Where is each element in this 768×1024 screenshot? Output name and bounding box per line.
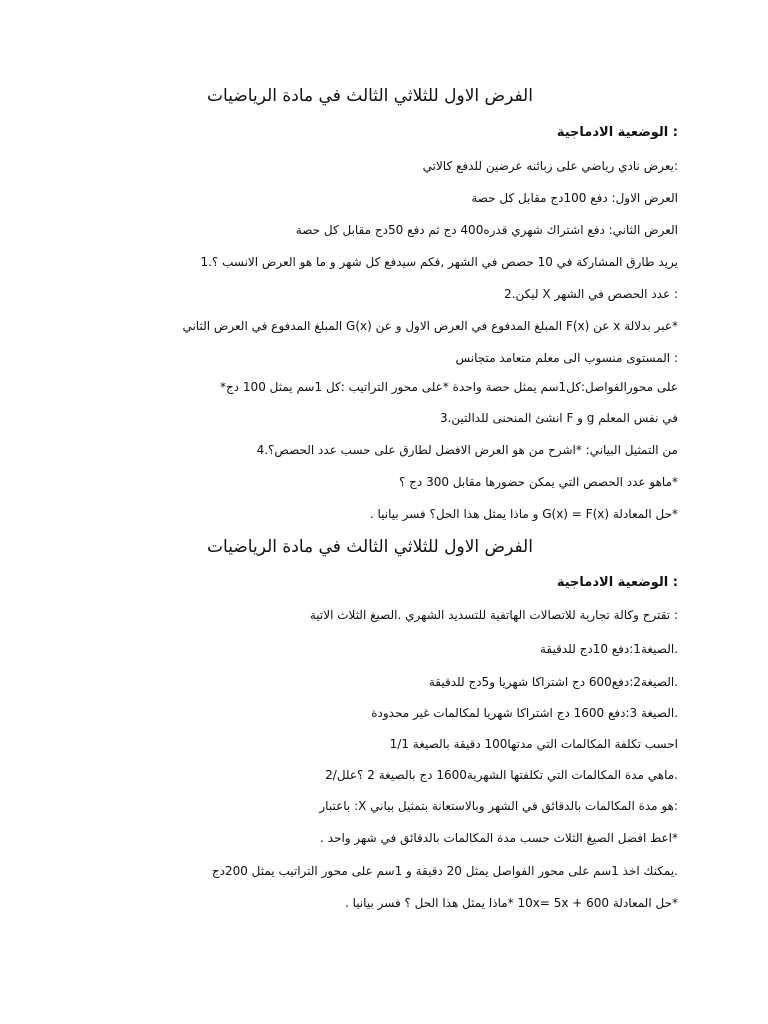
- exam2-line-1: : تقترح وكالة تجارية للاتصالات الهاتفية للتسديد الشهري .الصيغ الثلاث الاتية: [309, 608, 678, 622]
- exam2-title: الفرض الاول للثلاثي الثالث في مادة الرياضيات: [207, 537, 533, 557]
- exam1-line-7: : المستوى منسوب الى معلم متعامد متجانس: [455, 351, 678, 365]
- exam2-line-4: .الصيغة 3:دفع 1600 دج اشتراكا شهريا لمكالمات غير محدودة: [371, 706, 678, 720]
- exam2-line-2: .الصيغة1:دفع 10دج للدقيقة: [539, 642, 678, 656]
- exam2-heading: : الوضعية الادماجية: [556, 575, 678, 590]
- exam2-question-1: احسب تكلفة المكالمات التي مدتها100 دقيقة بالصيغة 1/1: [389, 737, 678, 751]
- exam1-line-8: على محورالفواصل:كل1سم يمثل حصة واحدة *على محور التراتيب :كل 1سم يمثل 100 دج*: [220, 380, 678, 394]
- exam2-line-9: .يمكنك اخذ 1سم على محور الفواصل يمثل 20 دقيقة و 1سم على محور التراتيب يمثل 200دج: [211, 864, 678, 878]
- exam1-title: الفرض الاول للثلاثي الثالث في مادة الرياضيات: [207, 86, 533, 106]
- exam1-line-3: العرض الثاني: دفع اشتراك شهري قدره400 دج ثم دفع 50دج مقابل كل حصة: [295, 223, 678, 237]
- exam1-question-2: : عدد الحصص في الشهر X ليكن.2: [504, 287, 678, 301]
- exam2-line-7: :هو مدة المكالمات بالدقائق في الشهر وبالاستعانة بتمثيل بياني X: باعتبار: [319, 799, 678, 813]
- exam1-line-12: *حل المعادلة G(x) = F(x) و ماذا يمثل هذا الحل؟ فسر بيانيا .: [369, 507, 678, 521]
- exam2-line-10: *حل المعادلة 600 + 10x= 5x *ماذا يمثل هذا الحل ؟ فسر بيانيا .: [344, 896, 678, 910]
- exam1-heading: : الوضعية الادماجية: [556, 125, 678, 140]
- exam2-line-3: .الصيغة2:دفع600 دج اشتراكا شهريا و5دج للدقيقة: [428, 675, 678, 689]
- exam1-line-2: العرض الاول: دفع 100دج مقابل كل حصة: [471, 191, 678, 205]
- exam1-line-6: *عبر بدلالة x عن F(x) المبلغ المدفوع في العرض الاول و عن G(x) المبلغ المدفوع في العرض الثاني: [182, 319, 678, 333]
- exam1-question-1: يريد طارق المشاركة في 10 حصص في الشهر ,فكم سيدفع كل شهر و ما هو العرض الانسب ؟.1: [200, 255, 678, 269]
- exam1-question-4: من التمثيل البياني: *اشرح من هو العرض الافضل لطارق على حسب عدد الحصص؟.4: [256, 443, 678, 457]
- exam2-line-8: *اعط افضل الصيغ الثلاث حسب مدة المكالمات بالدقائق في شهر واحد .: [320, 831, 678, 845]
- exam1-line-11: *ماهو عدد الحصص التي يمكن حضورها مقابل 300 دج ؟: [399, 475, 678, 489]
- exam1-question-3: في نفس المعلم g و F انشئ المنحنى للدالتين.3: [439, 411, 678, 425]
- exam2-question-2: .ماهي مدة المكالمات التي تكلفتها الشهرية1600 دج بالصيغة 2 ؟علل/2: [325, 768, 678, 782]
- exam1-line-1: :يعرض نادي رياضي على زبائنه عرضين للدفع كالاتي: [422, 159, 678, 173]
